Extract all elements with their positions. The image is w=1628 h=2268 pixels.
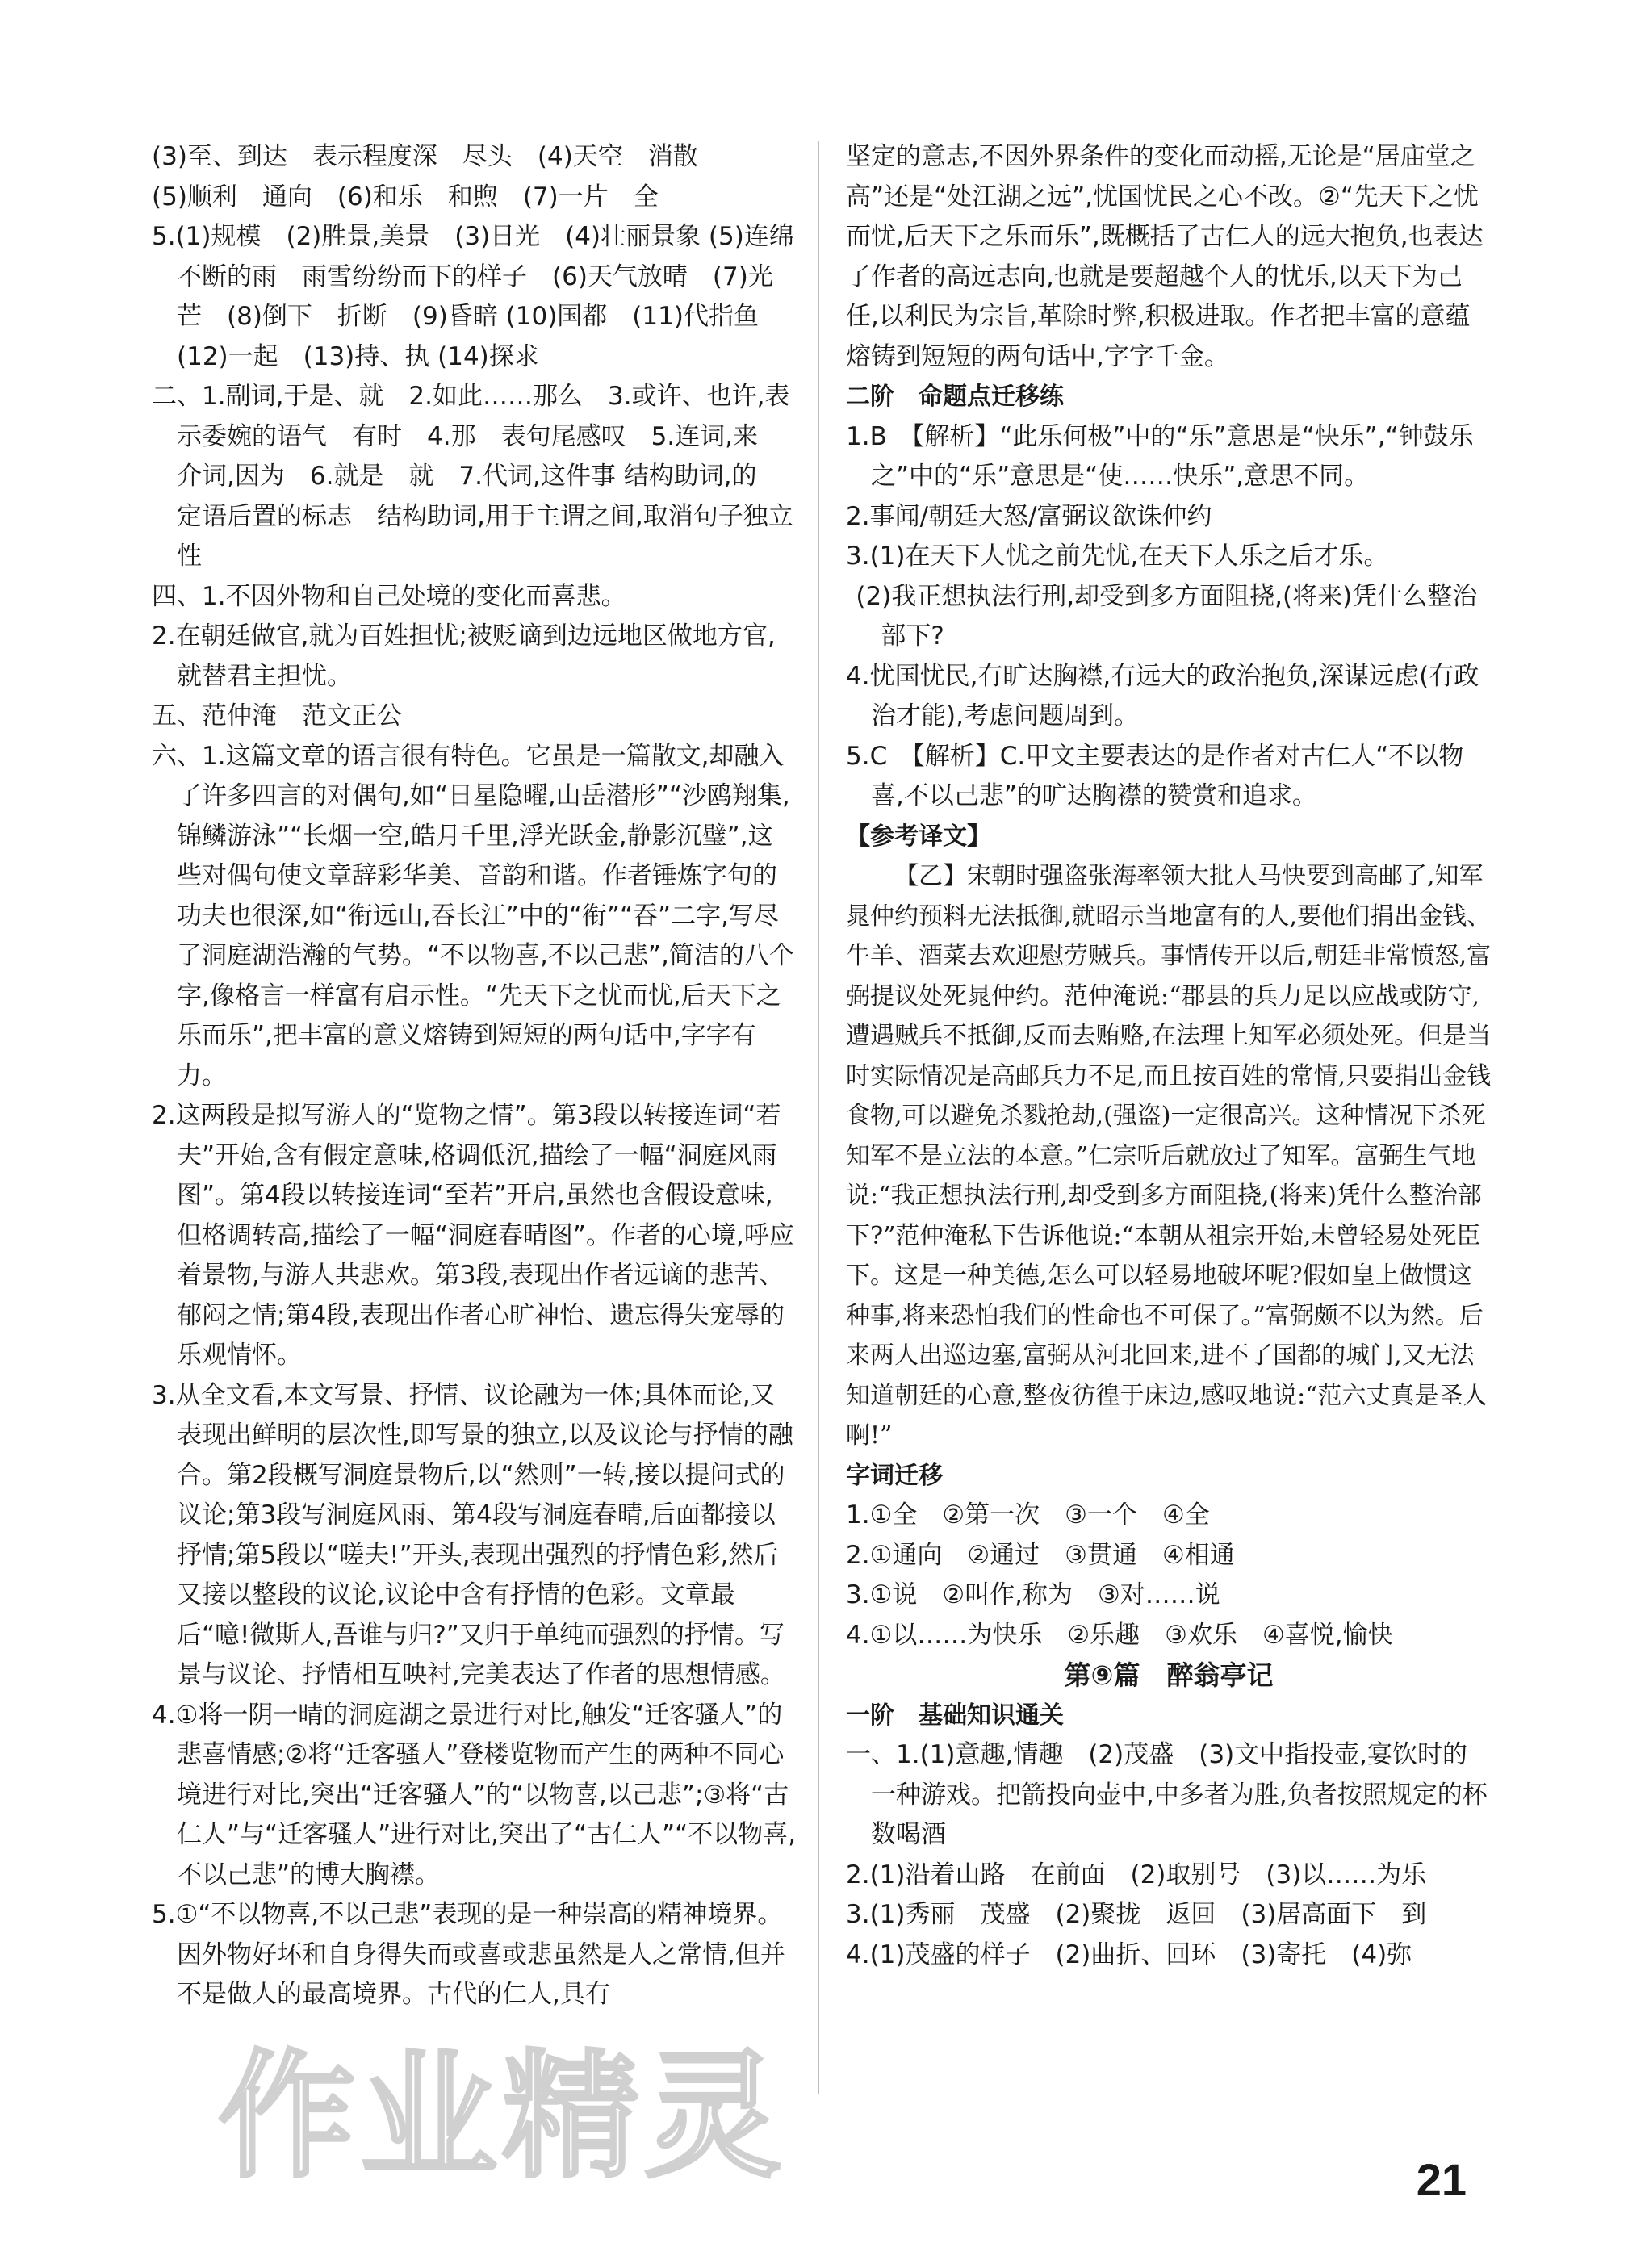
left-line-7: 五、范仲淹 范文正公: [152, 701, 402, 730]
q1-item-1: 一、1.(1)意趣,情趣 (2)茂盛 (3)文中指投壶,宴饮时的一种游戏。把箭投向壶中,中多者为胜,负者按照规定的杯数喝酒: [846, 1740, 1488, 1849]
q2-item-1: 1.B 【解析】“此乐何极”中的“乐”意思是“快乐”,“钟鼓乐之”中的“乐”意思是“使……快乐”,意思不同。: [846, 421, 1474, 491]
left-line-2: (5)顺利 通向 (6)和乐 和煦 (7)一片 全: [152, 182, 659, 211]
q1-item-3: 3.(1)秀丽 茂盛 (2)聚拢 返回 (3)居高面下 到: [846, 1900, 1427, 1929]
left-line-1: (3)至、到达 表示程度深 尽头 (4)天空 消散: [152, 142, 698, 171]
chapter-title: 第⑨篇 醉翁亭记: [1064, 1659, 1274, 1691]
reference-translation-title: 【参考译文】: [846, 822, 991, 851]
left-line-10: 3.从全文看,本文写景、抒情、议论融为一体;具体而论,又表现出鲜明的层次性,即写景的独立,以及议论与抒情的融合。第2段概写洞庭景物后,以“然则”一转,接以提问式的议论;第3段写洞庭风雨、第4段写洞庭春晴,后面都接以抒情;第5段以“嗟夫!”开头,表现出强烈的抒情色彩,然后又接以整段的议论,议论中含有抒情的色彩。文章最后“噫!微斯人,吾谁与归?”又归于单纯而强烈的抒情。写景与议论、抒情相互映衬,完美表达了作者的思想情感。: [152, 1380, 793, 1689]
page-number: 21: [1416, 2154, 1467, 2205]
q2-item-5: 4.忧国忧民,有旷达胸襟,有远大的政治抱负,深谋远虑(有政治才能),考虑问题周到。: [846, 661, 1479, 730]
left-line-11: 4.①将一阴一晴的洞庭湖之景进行对比,触发“迁客骚人”的悲喜情感;②将“迁客骚人”登楼览物而产生的两种不同心境进行对比,突出“迁客骚人”的“以物喜,以己悲”;③将“古仁人”与“迁客骚人”进行对比,突出了“古仁人”“不以物喜,不以己悲”的博大胸襟。: [152, 1700, 797, 1889]
q2-item-4: (2)我正想执法行刑,却受到多方面阻挠,(将来)凭什么整治部下?: [856, 581, 1478, 651]
left-line-4: 二、1.副词,于是、就 2.如此……那么 3.或许、也许,表示委婉的语气 有时 4.那 表句尾感叹 5.连词,来 介词,因为 6.就是 就 7.代词,这件事 结构助词,的 定语后置的标志 结构助词,用于主谓之间,取消句子独立性: [152, 382, 793, 571]
left-line-6: 2.在朝廷做官,就为百姓担忧;被贬谪到边远地区做地方官,就替君主担忧。: [152, 621, 776, 691]
word-item-2: 2.①通向 ②通过 ③贯通 ④相通: [846, 1540, 1235, 1570]
q1-item-2: 2.(1)沿着山路 在前面 (2)取别号 (3)以……为乐: [846, 1860, 1427, 1889]
left-column: [152, 137, 797, 2015]
column-divider: [818, 141, 819, 2094]
q1-item-4: 4.(1)茂盛的样子 (2)曲折、回环 (3)寄托 (4)弥: [846, 1940, 1412, 1969]
section-heading-1: 一阶 基础知识通关: [846, 1701, 1064, 1730]
continued-paragraph: 坚定的意志,不因外界条件的变化而动摇,无论是“居庙堂之高”还是“处江湖之远”,忧国忧民之心不改。②“先天下之忧而忧,后天下之乐而乐”,既概括了古仁人的远大抱负,也表达了作者的高远志向,也就是要超越个人的忧乐,以天下为己任,以利民为宗旨,革除时弊,积极进取。作者把丰富的意蕴熔铸到短短的两句话中,字字千金。: [846, 142, 1484, 371]
word-item-3: 3.①说 ②叫作,称为 ③对……说: [846, 1580, 1220, 1609]
left-line-8: 六、1.这篇文章的语言很有特色。它虽是一篇散文,却融入了许多四言的对偶句,如“日星隐曜,山岳潜形”“沙鸥翔集,锦鳞游泳”“长烟一空,皓月千里,浮光跃金,静影沉璧”,这些对偶句使文章辞彩华美、音韵和谐。作者锤炼字句的功夫也很深,如“衔远山,吞长江”中的“衔”“吞”二字,写尽了洞庭湖浩瀚的气势。“不以物喜,不以己悲”,简洁的八个字,像格言一样富有启示性。“先天下之忧而忧,后天下之乐而乐”,把丰富的意义熔铸到短短的两句话中,字字有力。: [152, 741, 794, 1090]
word-transfer-title: 字词迁移: [846, 1461, 943, 1490]
q2-item-2: 2.事闻/朝廷大怒/富弼议欲诛仲约: [846, 501, 1212, 531]
left-line-9: 2.这两段是拟写游人的“览物之情”。第3段以转接连词“若夫”开始,含有假定意味,格调低沉,描绘了一幅“洞庭风雨图”。第4段以转接连词“至若”开启,虽然也含假设意味,但格调转高,描绘了一幅“洞庭春晴图”。作者的心境,呼应着景物,与游人共悲欢。第3段,表现出作者远谪的悲苦、郁闷之情;第4段,表现出作者心旷神怡、遗忘得失宠辱的乐观情怀。: [152, 1101, 794, 1370]
section-heading-2: 二阶 命题点迁移练: [846, 383, 1064, 411]
q2-item-3: 3.(1)在天下人忧之前先忧,在天下人乐之后才乐。: [846, 542, 1389, 571]
left-line-12: 5.①“不以物喜,不以己悲”表现的是一种崇高的精神境界。因外物好坏和自身得失而或喜或悲虽然是人之常情,但并不是做人的最高境界。古代的仁人,具有: [152, 1900, 785, 2009]
word-item-1: 1.①全 ②第一次 ③一个 ④全: [846, 1500, 1210, 1529]
word-item-4: 4.①以……为快乐 ②乐趣 ③欢乐 ④喜悦,愉快: [846, 1620, 1393, 1650]
right-column: [846, 137, 1492, 1975]
reference-translation: 【乙】宋朝时强盗张海率领大批人马快要到高邮了,知军晁仲约预料无法抵御,就昭示当地富有的人,要他们捐出金钱、牛羊、酒菜去欢迎慰劳贼兵。事情传开以后,朝廷非常愤怒,富弼提议处死晁仲约。范仲淹说:“郡县的兵力足以应战或防守,遭遇贼兵不抵御,反而去贿赂,在法理上知军必须处死。但是当时实际情况是高邮兵力不足,而且按百姓的常情,只要捐出金钱食物,可以避免杀戮抢劫,(强盗)一定很高兴。这种情况下杀死知军不是立法的本意。”仁宗听后就放过了知军。富弼生气地说:“我正想执法行刑,却受到多方面阻挠,(将来)凭什么整治部下?”范仲淹私下告诉他说:“本朝从祖宗开始,未曾轻易处死臣下。这是一种美德,怎么可以轻易地破坏呢?假如皇上做惯这种事,将来恐怕我们的性命也不可保了。”富弼颇不以为然。后来两人出巡边塞,富弼从河北回来,进不了国都的城门,又无法知道朝廷的心意,整夜彷徨于床边,感叹地说:“范六丈真是圣人啊!”: [846, 862, 1492, 1450]
q2-item-6: 5.C 【解析】C.甲文主要表达的是作者对古仁人“不以物喜,不以己悲”的旷达胸襟的赞赏和追求。: [846, 741, 1464, 810]
watermark: 作业精灵: [218, 2037, 787, 2197]
left-line-3: 5.(1)规模 (2)胜景,美景 (3)日光 (4)壮丽景象 (5)连绵不断的雨 雨雪纷纷而下的样子 (6)天气放晴 (7)光芒 (8)倒下 折断 (9)昏暗 (10)国都 (11)代指鱼 (12)一起 (13)持、执 (14)探求: [152, 222, 794, 371]
left-line-5: 四、1.不因外物和自己处境的变化而喜悲。: [152, 581, 626, 611]
